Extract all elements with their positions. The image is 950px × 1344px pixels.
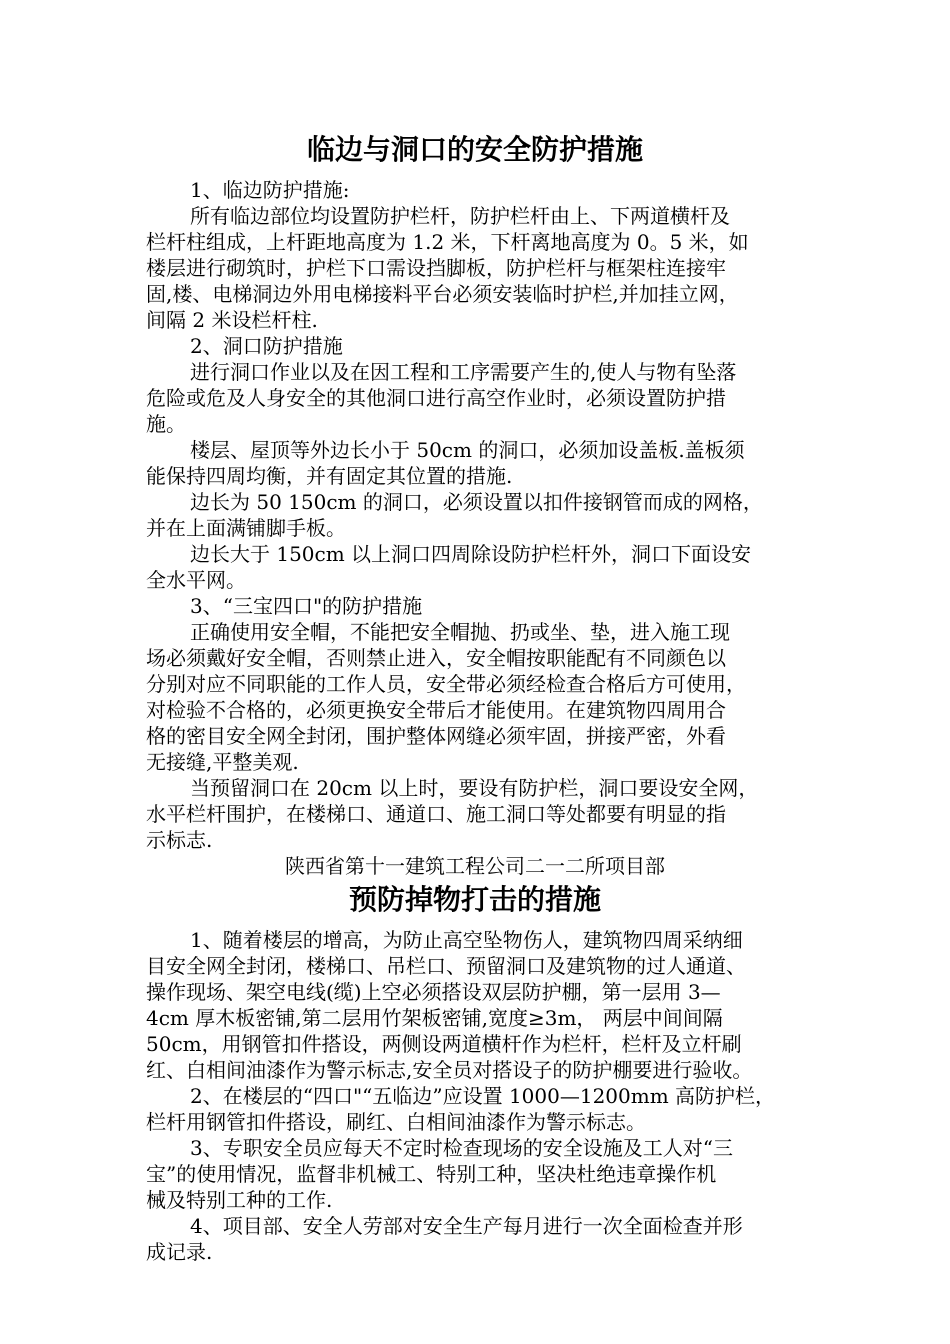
section1-title: 临边与洞口的安全防护措施 xyxy=(306,133,643,166)
section1-line: 楼层进行砌筑时，护栏下口需设挡脚板，防护栏杆与框架柱连接牢 xyxy=(146,256,726,280)
section2-line: 操作现场、架空电线(缆)上空必须搭设双层防护棚，第一层用 3— xyxy=(146,980,721,1004)
section2-line: 目安全网全封闭，楼梯口、吊栏口、预留洞口及建筑物的过人通道、 xyxy=(146,954,746,978)
section1-line: 对检验不合格的，必须更换安全带后才能使用。在建筑物四周用合 xyxy=(146,698,726,722)
section1-line: 3、“三宝四口"的防护措施 xyxy=(190,594,423,618)
section1-line: 无接缝,平整美观. xyxy=(146,750,299,774)
section1-line: 施。 xyxy=(146,412,186,436)
section2-line: 50cm，用钢管扣件搭设，两侧设两道横杆作为栏杆，栏杆及立杆刷 xyxy=(146,1032,742,1056)
section1-line: 栏杆柱组成，上杆距地高度为 1.2 米，下杆离地高度为 0。5 米，如 xyxy=(146,230,749,254)
section1-line: 分别对应不同职能的工作人员，安全带必须经检查合格后方可使用， xyxy=(146,672,746,696)
section1-line: 当预留洞口在 20cm 以上时，要设有防护栏，洞口要设安全网， xyxy=(190,776,759,800)
section1-line: 全水平网。 xyxy=(146,568,246,592)
section1-line: 场必须戴好安全帽，否则禁止进入，安全帽按职能配有不同颜色以 xyxy=(146,646,726,670)
section1-line: 能保持四周均衡，并有固定其位置的措施. xyxy=(146,464,513,488)
section1-line: 楼层、屋顶等外边长小于 50cm 的洞口，必须加设盖板.盖板须 xyxy=(190,438,745,462)
section2-title: 预防掉物打击的措施 xyxy=(348,883,601,916)
section2-line: 红、白相间油漆作为警示标志,安全员对搭设子的防护棚要进行验收。 xyxy=(146,1058,753,1082)
section1-line: 水平栏杆围护，在楼梯口、通道口、施工洞口等处都要有明显的指 xyxy=(146,802,726,826)
section2-line: 4、项目部、安全人劳部对安全生产每月进行一次全面检查并形 xyxy=(190,1214,743,1238)
section1-line: 并在上面满铺脚手板。 xyxy=(146,516,346,540)
section2-line: 1、随着楼层的增高，为防止高空坠物伤人，建筑物四周采纳细 xyxy=(190,928,743,952)
section1-line: 危险或危及人身安全的其他洞口进行高空作业时，必须设置防护措 xyxy=(146,386,726,410)
section1-line: 示标志. xyxy=(146,828,213,852)
section1-line: 边长大于 150cm 以上洞口四周除设防护栏杆外，洞口下面设安 xyxy=(190,542,752,566)
section1-line: 进行洞口作业以及在因工程和工序需要产生的,使人与物有坠落 xyxy=(190,360,737,384)
section1-line: 边长为 50 150cm 的洞口，必须设置以扣件接钢管而成的网格， xyxy=(190,490,763,514)
section1-line: 2、洞口防护措施 xyxy=(190,334,343,358)
section1-line: 格的密目安全网全封闭，围护整体网缝必须牢固，拼接严密，外看 xyxy=(146,724,726,748)
section1-line: 所有临边部位均设置防护栏杆，防护栏杆由上、下两道横杆及 xyxy=(190,204,730,228)
project-department-signature: 陕西省第十一建筑工程公司二一二所项目部 xyxy=(285,854,665,878)
section2-line: 成记录. xyxy=(146,1240,213,1264)
section2-line: 栏杆用钢管扣件搭设，刷红、白相间油漆作为警示标志。 xyxy=(146,1110,646,1134)
section2-line: 3、专职安全员应每天不定时检查现场的安全设施及工人对“三 xyxy=(190,1136,733,1160)
section2-line: 宝”的使用情况，监督非机械工、特别工种，坚决杜绝违章操作机 xyxy=(146,1162,717,1186)
section1-line: 1、临边防护措施: xyxy=(190,178,350,202)
section2-line: 械及特别工种的工作. xyxy=(146,1188,333,1212)
section1-line: 正确使用安全帽，不能把安全帽抛、扔或坐、垫，进入施工现 xyxy=(190,620,730,644)
section1-line: 固,楼、电梯洞边外用电梯接料平台必须安装临时护栏,并加挂立网， xyxy=(146,282,739,306)
section2-line: 4cm 厚木板密铺,第二层用竹架板密铺,宽度≥3m， 两层中间间隔 xyxy=(146,1006,723,1030)
section1-line: 间隔 2 米设栏杆柱. xyxy=(146,308,318,332)
section2-line: 2、在楼层的“四口"“五临边”应设置 1000—1200mm 高防护栏， xyxy=(190,1084,776,1108)
